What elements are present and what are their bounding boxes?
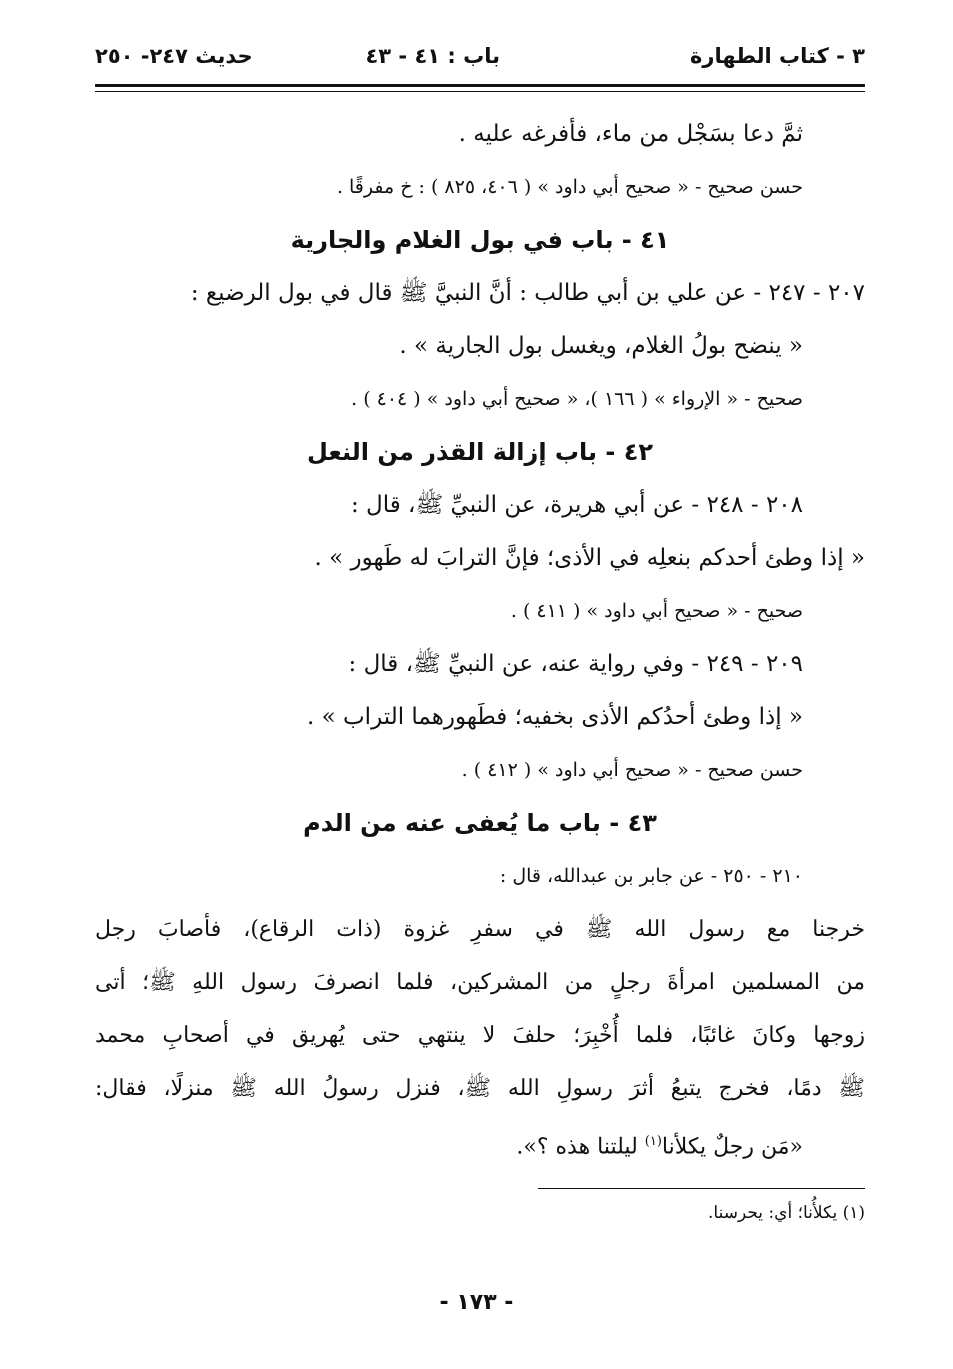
hadith-249-intro: ٢٠٩ - ٢٤٩ - وفي رواية عنه، عن النبيِّ ﷺ، قال :: [348, 651, 803, 677]
footnote-marker: (١): [644, 1134, 662, 1149]
paragraph-last-line: [95, 1115, 865, 1168]
hadith-250-text: [95, 903, 865, 1115]
text-line: ثمَّ دعا بسَجْل من ماء، فأفرغه عليه .: [458, 121, 803, 147]
footnote: (١) يكلأُنا؛ أي: يحرسنا.: [707, 1203, 865, 1223]
paragraph-line: ﷺ دمًا، فخرج يتبعُ أثرَ رسولِ الله ﷺ، فنزل رسولُ الله ﷺ منزلًا، فقال:: [95, 1076, 865, 1101]
chapter-heading-43: ٤٣ - باب ما يُعفى عنه من الدم: [303, 809, 657, 837]
paragraph-line: من المسلمين امرأةَ رجلٍ من المشركين، فلما انصرفَ رسول اللهِ ﷺ؛ أتى: [95, 970, 865, 995]
page-body: [95, 108, 865, 1168]
chapter-heading-41: ٤١ - باب في بول الغلام والجارية: [290, 226, 670, 254]
hadith-250-intro: ٢١٠ - ٢٥٠ - عن جابر بن عبدالله، قال :: [499, 865, 803, 887]
page-number: - ١٧٣ -: [439, 1290, 514, 1315]
grading-line: صحيح - « الإرواء » ( ١٦٦ )، « صحيح أبي داود » ( ٤٠٤ ) .: [351, 388, 803, 410]
grading-line: حسن صحيح - « صحيح أبي داود » ( ٤١٢ ) .: [461, 759, 803, 781]
running-header: [95, 38, 865, 78]
paragraph-line: خرجنا مع رسول الله ﷺ في سفرِ غزوة (ذات الرقاع)، فأصابَ رجل: [95, 917, 865, 942]
hadith-248-text: « إذا وطئ أحدكم بنعلِه في الأذى؛ فإنَّ الترابَ له طَهور » .: [314, 545, 865, 571]
header-rule-thin: [95, 91, 865, 92]
hadith-247-intro: ٢٠٧ - ٢٤٧ - عن علي بن أبي طالب : أنَّ النبيَّ ﷺ قال في بول الرضيع :: [190, 280, 865, 306]
grading-line: حسن صحيح - « صحيح أبي داود » ( ٤٠٦، ٨٢٥ ) : خ مفرقًا .: [336, 176, 803, 198]
footnote-rule: [538, 1188, 865, 1189]
header-hadith-range: حديث ٢٤٧- ٢٥٠: [95, 44, 253, 68]
grading-line: صحيح - « صحيح أبي داود » ( ٤١١ ) .: [510, 600, 803, 622]
header-rule-thick: [95, 84, 865, 87]
hadith-247-text: « ينضح بولُ الغلام، ويغسل بول الجارية » .: [399, 333, 803, 359]
hadith-248-intro: ٢٠٨ - ٢٤٨ - عن أبي هريرة، عن النبيِّ ﷺ، قال :: [350, 492, 803, 518]
quote-end: ليلتنا هذه ؟».: [516, 1134, 645, 1160]
paragraph-line: زوجها وكانَ غائبًا، فلما أُخْبِرَ؛ حلفَ لا ينتهي حتى يُهريق في أصحابِ محمد: [95, 1023, 865, 1048]
header-chapter-range: باب : ٤١ - ٤٣: [365, 44, 500, 68]
quote-start: «مَن رجلٌ يكلأنا: [661, 1134, 803, 1160]
header-book-title: ٣ - كتاب الطهارة: [689, 44, 865, 68]
chapter-heading-42: ٤٢ - باب إزالة القذر من النعل: [306, 438, 654, 466]
hadith-249-text: « إذا وطئ أحدُكم الأذى بخفيه؛ فطَهورهما التراب » .: [307, 704, 803, 730]
